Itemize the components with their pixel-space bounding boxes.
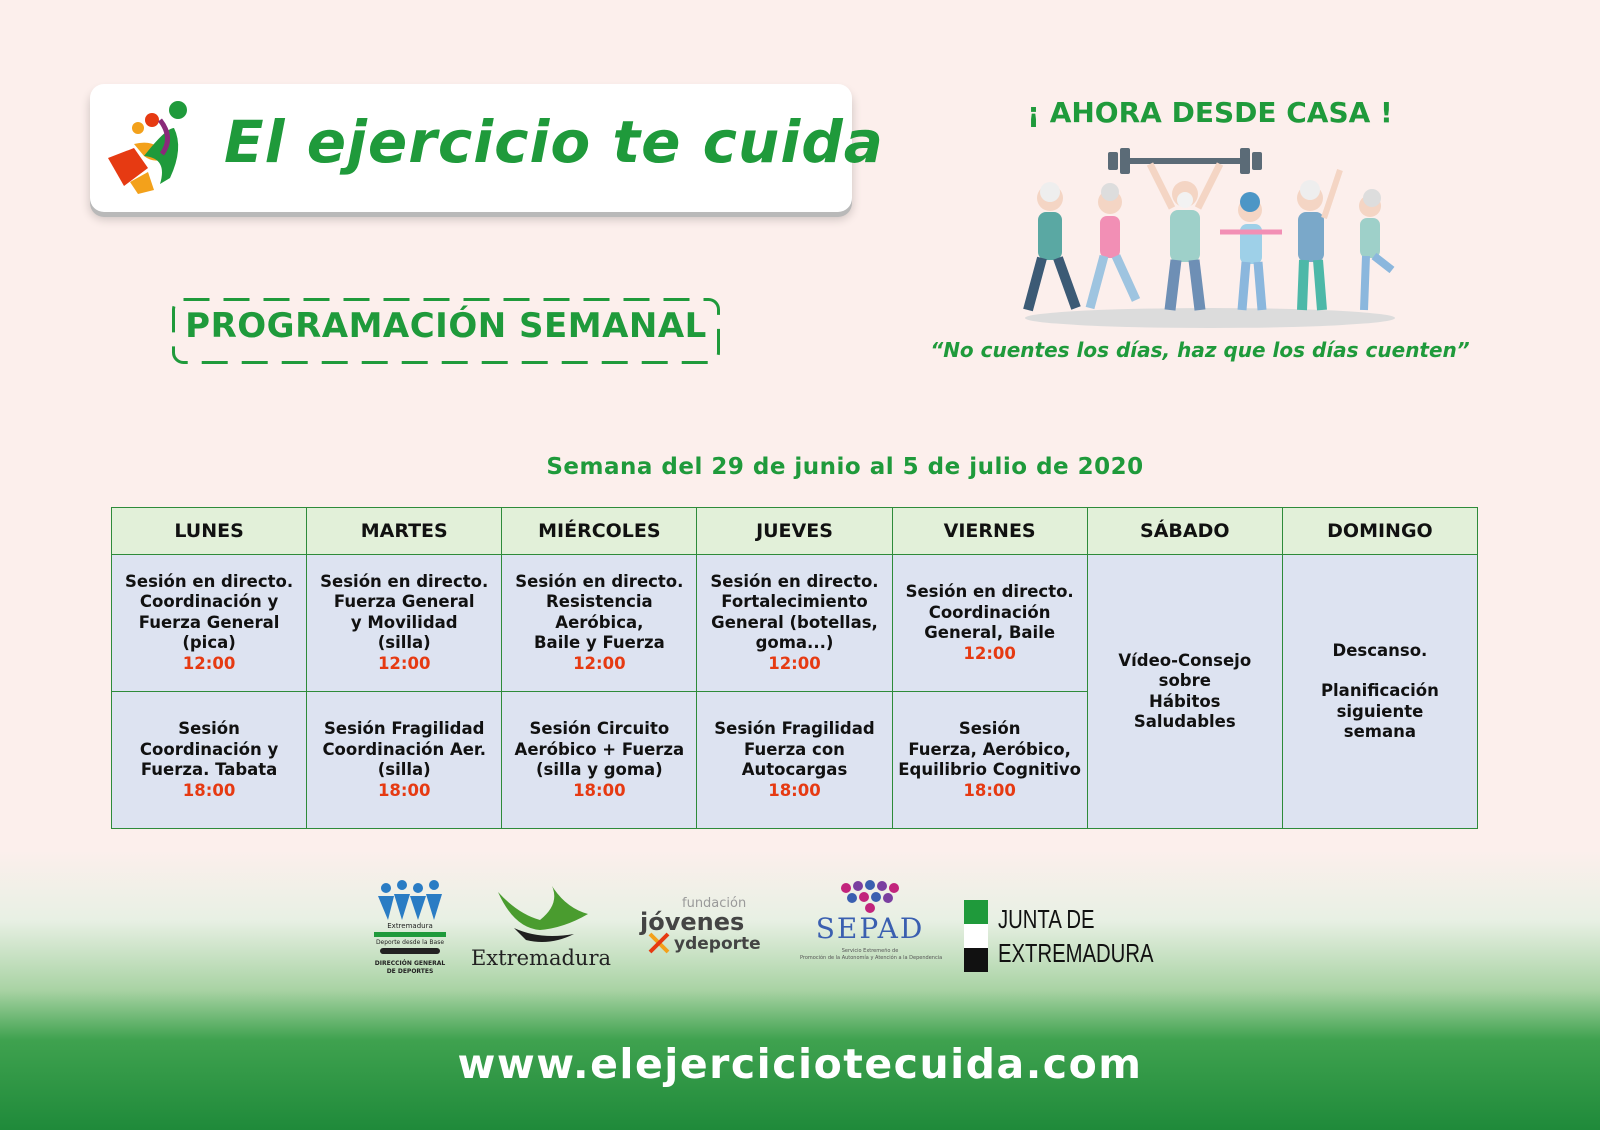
session-text: sobre: [1158, 671, 1211, 690]
day-header: SÁBADO: [1087, 508, 1282, 555]
fundacion-bottom: ydeporte: [674, 934, 761, 954]
session-text: Aeróbica,: [555, 612, 644, 632]
session-text: Fortalecimiento: [721, 592, 868, 612]
session-cell: [502, 555, 697, 692]
session-time: 12:00: [573, 653, 626, 673]
fundacion-jovenes-logo: [640, 896, 790, 956]
session-text: Descanso.: [1332, 640, 1428, 660]
session-text: Fuerza General: [138, 612, 280, 632]
junta-line2: EXTREMADURA: [998, 938, 1154, 968]
session-time: 18:00: [963, 780, 1016, 800]
seniors-exercising-illustration: [1020, 140, 1400, 330]
session-text: General (botellas,: [711, 612, 878, 632]
session-cell: [892, 555, 1087, 692]
session-text: (silla): [377, 760, 431, 779]
table-row: [112, 555, 1478, 692]
day-header: VIERNES: [892, 508, 1087, 555]
session-time: 12:00: [182, 653, 236, 673]
session-text: y Movilidad: [350, 612, 458, 632]
now-from-home-heading: ¡ AHORA DESDE CASA !: [1027, 96, 1393, 129]
session-cell: [502, 692, 697, 829]
day-header: MIÉRCOLES: [502, 508, 697, 555]
session-cell: [697, 692, 892, 829]
junta-line1: JUNTA DE: [998, 904, 1095, 934]
dgd-dept-line1: DIRECCIÓN GENERAL: [374, 960, 446, 967]
day-header: MARTES: [307, 508, 502, 555]
session-cell: [112, 692, 307, 829]
session-text: Vídeo-Consejo: [1118, 650, 1252, 670]
session-text: (silla): [377, 633, 431, 653]
week-label: Semana del 29 de junio al 5 de julio de 2020: [546, 454, 1144, 480]
session-text: semana: [1343, 722, 1417, 741]
session-cell: [112, 555, 307, 692]
extremadura-name: Extremadura: [470, 946, 612, 970]
brand-logo-icon: [104, 98, 194, 198]
bird-icon: [470, 884, 612, 946]
session-cell: [307, 555, 502, 692]
sepad-sub2: Promoción de la Autonomía y Atención a la Dependencia: [800, 955, 943, 961]
day-header: DOMINGO: [1282, 508, 1477, 555]
session-text: Equilibrio Cognitivo: [898, 760, 1082, 779]
session-text: Saludables: [1133, 712, 1236, 731]
dgd-tagline: Deporte desde la Base: [375, 939, 445, 946]
session-text: Planificación: [1320, 681, 1439, 700]
brand-title: El ejercicio te cuida: [224, 108, 884, 176]
dots-icon: [836, 880, 904, 914]
session-time: 12:00: [377, 653, 431, 673]
session-text: (pica): [182, 633, 236, 653]
session-cell: [307, 692, 502, 829]
session-time: 18:00: [182, 780, 236, 800]
sepad-name: SEPAD: [815, 912, 925, 945]
session-time: 18:00: [768, 780, 821, 800]
weekly-schedule-table: [111, 507, 1478, 829]
session-text: Fuerza con: [744, 739, 845, 759]
brand-logo-box: [90, 84, 884, 212]
people-figures-icon: [374, 880, 446, 922]
session-time: 12:00: [963, 643, 1016, 663]
session-text: Sesión en directo.: [125, 571, 294, 591]
day-header: JUEVES: [697, 508, 892, 555]
session-cell: [892, 692, 1087, 829]
session-text: Fuerza, Aeróbico,: [908, 739, 1071, 759]
sepad-sub1: Servicio Extremeño de: [841, 948, 899, 954]
session-text: Coordinación Aer.: [322, 739, 486, 759]
session-text: siguiente: [1336, 701, 1424, 721]
saturday-cell: [1087, 555, 1282, 829]
sunday-cell: [1282, 555, 1477, 829]
table-header-row: [112, 508, 1478, 555]
session-text: Fuerza General: [333, 592, 475, 612]
session-text: Sesión Fragilidad: [324, 719, 485, 738]
junta-extremadura-logo: [964, 900, 1154, 976]
flag-green: [964, 900, 988, 924]
session-time: 18:00: [573, 780, 626, 800]
dgd-stroke: [380, 948, 440, 954]
session-text: General, Baile: [924, 623, 1056, 642]
spacer: [1287, 661, 1473, 681]
session-time: 12:00: [768, 653, 821, 673]
program-title: PROGRAMACIÓN SEMANAL: [185, 306, 707, 346]
session-text: (silla y goma): [535, 760, 663, 779]
flag-white: [964, 924, 988, 948]
sepad-logo: [800, 880, 943, 972]
sponsor-logos: [0, 880, 1600, 990]
session-text: Sesión en directo.: [515, 571, 684, 591]
fundacion-mid: jóvenes: [640, 908, 745, 936]
session-text: Sesión en directo.: [905, 582, 1074, 601]
session-text: Hábitos: [1149, 691, 1221, 711]
footer-url[interactable]: www.elejerciciotecuida.com: [457, 1040, 1143, 1088]
dgd-name: Extremadura: [387, 922, 433, 930]
session-text: Fuerza. Tabata: [140, 760, 278, 779]
session-text: Coordinación y: [139, 739, 279, 759]
session-text: Autocargas: [741, 760, 848, 779]
session-text: Coordinación: [928, 602, 1051, 622]
dgd-dept-line2: DE DEPORTES: [386, 968, 434, 975]
day-header: LUNES: [112, 508, 307, 555]
x-mark-icon: [648, 932, 670, 954]
session-text: Sesión Fragilidad: [714, 719, 875, 738]
session-text: Aeróbico + Fuerza: [514, 739, 685, 759]
motivational-quote: “No cuentes los días, haz que los días cuenten”: [930, 338, 1470, 362]
session-text: Sesión en directo.: [320, 571, 489, 591]
fundacion-top: fundación: [682, 896, 747, 911]
session-text: Resistencia: [546, 592, 653, 612]
extremadura-logo: [470, 884, 612, 974]
session-text: Sesión Circuito: [529, 719, 670, 738]
session-text: Coordinación y: [139, 592, 279, 612]
session-text: Sesión: [958, 719, 1021, 738]
dgd-bar: [374, 932, 446, 937]
flag-black: [964, 948, 988, 972]
dg-deportes-logo: [374, 880, 446, 990]
session-text: Sesión: [178, 719, 240, 738]
session-time: 18:00: [377, 780, 431, 800]
session-cell: [697, 555, 892, 692]
session-text: goma...): [755, 633, 834, 653]
session-text: Baile y Fuerza: [533, 633, 665, 653]
session-text: Sesión en directo.: [710, 571, 879, 591]
